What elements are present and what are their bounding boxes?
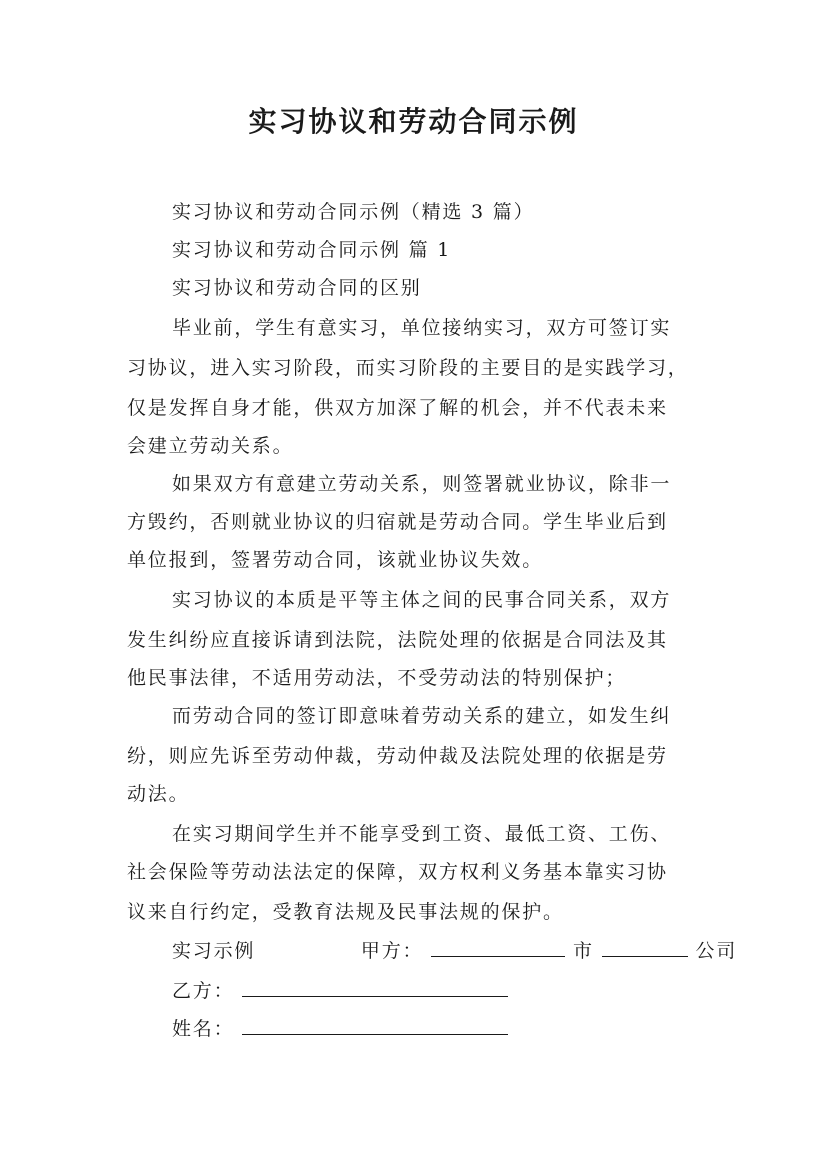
name-blank[interactable] <box>242 1016 508 1035</box>
company-label: 公司 <box>695 940 738 962</box>
document-title: 实习协议和劳动合同示例 <box>248 105 579 138</box>
party-b-label: 乙方： <box>172 980 235 1002</box>
paragraph-line: 他民事法律，不适用劳动法，不受劳动法的特别保护； <box>127 667 627 689</box>
paragraph-line: 单位报到，签署劳动合同，该就业协议失效。 <box>127 549 544 571</box>
example-label: 实习示例 <box>172 940 256 962</box>
paragraph-line: 而劳动合同的签订即意味着劳动关系的建立，如发生纠 <box>172 705 672 727</box>
paragraph-line: 社会保险等劳动法法定的保障，双方权利义务基本靠实习协 <box>127 861 668 883</box>
paragraph-line: 议来自行约定，受教育法规及民事法规的保护。 <box>127 901 564 923</box>
sub-heading: 实习协议和劳动合同的区别 <box>172 277 422 299</box>
paragraph-line: 如果双方有意建立劳动关系，则签署就业协议，除非一 <box>172 473 672 495</box>
section-heading: 实习协议和劳动合同示例 篇 1 <box>172 239 452 261</box>
paragraph-line: 动法。 <box>127 783 190 805</box>
party-a-label: 甲方： <box>360 940 424 962</box>
paragraph-line: 会建立劳动关系。 <box>127 435 294 457</box>
example-form-row <box>172 938 737 963</box>
paragraph-line: 习协议，进入实习阶段，而实习阶段的主要目的是实践学习， <box>127 357 689 379</box>
paragraph-line: 实习协议的本质是平等主体之间的民事合同关系，双方 <box>172 589 672 611</box>
party-b-blank[interactable] <box>242 978 508 997</box>
party-a-company-blank[interactable] <box>602 938 688 957</box>
paragraph-line: 在实习期间学生并不能享受到工资、最低工资、工伤、 <box>172 823 672 845</box>
document-subtitle: 实习协议和劳动合同示例（精选 3 篇） <box>172 201 535 223</box>
city-label: 市 <box>572 940 594 962</box>
paragraph-line: 方毁约，否则就业协议的归宿就是劳动合同。学生毕业后到 <box>127 511 668 533</box>
paragraph-line: 发生纠纷应直接诉请到法院，法院处理的依据是合同法及其 <box>127 629 668 651</box>
paragraph-line: 仅是发挥自身才能，供双方加深了解的机会，并不代表未来 <box>127 397 668 419</box>
party-b-row <box>172 978 508 1003</box>
paragraph-line: 纷，则应先诉至劳动仲裁，劳动仲裁及法院处理的依据是劳 <box>127 745 668 767</box>
name-row <box>172 1016 508 1041</box>
party-a-city-blank[interactable] <box>431 938 565 957</box>
name-label: 姓名： <box>172 1018 235 1040</box>
paragraph-line: 毕业前，学生有意实习，单位接纳实习，双方可签订实 <box>172 317 672 339</box>
